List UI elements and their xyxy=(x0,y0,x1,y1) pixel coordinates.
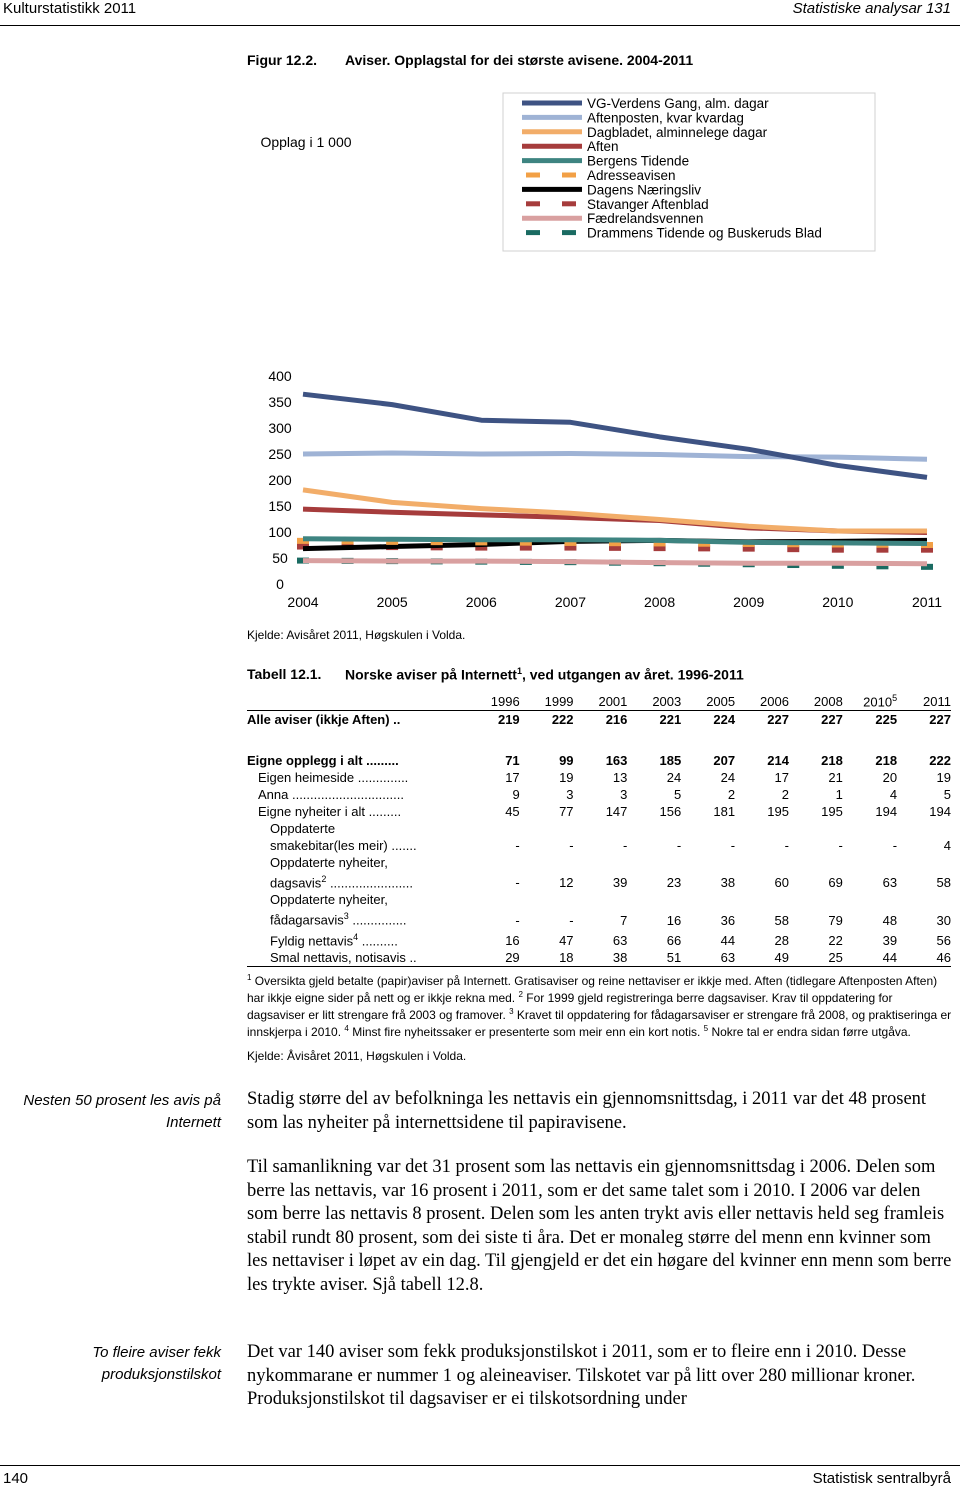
table-cell: 207 xyxy=(713,753,736,768)
table-cell: - xyxy=(623,838,628,853)
table-cell xyxy=(574,820,628,837)
table-cell: 24 xyxy=(720,770,736,785)
col-header-2005: 2005 xyxy=(681,688,735,711)
table-cell: 19 xyxy=(559,770,574,785)
table-cell: 224 xyxy=(713,712,736,727)
table-cell: - xyxy=(784,838,789,853)
table-cell: 48 xyxy=(882,912,898,928)
table-cell: 39 xyxy=(612,875,628,891)
table-cell xyxy=(789,820,843,837)
table-row xyxy=(247,837,951,854)
table-cell: 63 xyxy=(612,932,628,948)
table-cell: 60 xyxy=(774,875,789,891)
table-cell: 5 xyxy=(674,787,682,802)
row-label: Alle aviser (ikkje Aften) .. xyxy=(247,712,401,727)
table-cell xyxy=(843,854,897,871)
x-tick-label: 2004 xyxy=(287,594,319,610)
table-row xyxy=(247,949,951,967)
x-tick-label: 2008 xyxy=(643,594,676,610)
table-row xyxy=(247,908,951,928)
table-cell: 22 xyxy=(828,932,843,948)
table-cell: 39 xyxy=(882,932,898,948)
table-cell: 47 xyxy=(559,932,574,948)
table-cell: 2 xyxy=(781,787,789,802)
row-label: dagsavis$^2$ ....................... xyxy=(270,874,414,891)
table-cell: - xyxy=(676,838,682,853)
table-cell xyxy=(520,891,574,908)
table-cell: 16 xyxy=(505,932,520,948)
x-tick-label: 2011 xyxy=(911,594,943,610)
table-cell xyxy=(466,854,520,871)
table-cell: 58 xyxy=(774,912,789,928)
table-cell: 219 xyxy=(497,712,520,727)
table-cell: 156 xyxy=(659,804,682,819)
legend-label: Stavanger Aftenblad xyxy=(587,196,709,212)
table-title: Norske aviser på Internett$^1$, ved utgangen av året. 1996-2011 xyxy=(345,666,744,683)
col-header-2010: 2010$^5$ xyxy=(843,688,897,711)
margin-note-1: Nesten 50 prosent les avis på Internett xyxy=(23,1092,221,1131)
chart-legend xyxy=(503,93,875,251)
table-cell: - xyxy=(515,875,520,891)
legend-label: Drammens Tidende og Buskeruds Blad xyxy=(587,225,822,241)
x-tick-label: 2010 xyxy=(822,594,854,610)
table-cell xyxy=(735,854,789,871)
row-label: Eigne opplegg i alt ......... xyxy=(247,753,399,768)
table-cell: 56 xyxy=(936,932,951,948)
legend-label: Bergens Tidende xyxy=(587,153,690,169)
table-cell: 99 xyxy=(559,753,574,768)
row-label: Eigne nyheiter i alt ......... xyxy=(258,804,402,819)
table-row xyxy=(247,820,951,837)
table-cell: 63 xyxy=(882,875,898,891)
table-cell xyxy=(681,820,735,837)
table-cell: 38 xyxy=(720,875,736,891)
header-rule xyxy=(0,25,960,26)
table-cell: - xyxy=(515,838,520,853)
series-8-line xyxy=(303,561,927,564)
table-cell: 45 xyxy=(505,804,520,819)
col-header-2008: 2008 xyxy=(789,688,843,711)
table-cell: 227 xyxy=(929,712,951,727)
running-header-right: Statistiske analysar 131 xyxy=(792,0,951,17)
x-tick-label: 2009 xyxy=(733,594,765,610)
table-row xyxy=(247,752,951,769)
table-footnotes: $^1$ Oversikta gjeld betalte (papir)aviser på Internett. Gratisaviser og reine nettaviser er ikkje med. Aften (tidlegare Aftenposten Aften) har ikkje eigne sider på nett og er ikkje rekna med. $^2$ For 1999 gjeld registreringa berre dagsaviser. Krav til oppdatering for dagsaviser er litt strengare frå 2003 og framover. $^3$ Kravet til oppdatering for fådagarsaviser er strengare frå 2008, og praktiseringa er innskjerpa i 2010. $^4$ Minst fire nyheitssaker er presenterte som meir enn ein kort notis. $^5$ Nokre tal er endra sidan førre utgåva. xyxy=(247,973,952,1039)
table-cell xyxy=(843,820,897,837)
table-cell xyxy=(735,891,789,908)
page-number: 140 xyxy=(3,1470,29,1487)
y-axis-unit: Opplag i 1 000 xyxy=(260,134,352,150)
table-cell: 3 xyxy=(620,787,628,802)
table-cell: 216 xyxy=(605,712,628,727)
figure-source: Kjelde: Avisåret 2011, Høgskulen i Volda. xyxy=(247,628,466,642)
table-cell: - xyxy=(892,838,898,853)
x-tick-label: 2005 xyxy=(376,594,408,610)
table-cell: 221 xyxy=(659,712,682,727)
table-header-row xyxy=(247,688,951,711)
table-cell: 185 xyxy=(659,753,682,768)
data-table xyxy=(247,688,951,967)
table-cell: 21 xyxy=(828,770,843,785)
table-cell xyxy=(897,891,951,908)
row-label: fådagarsavis$^3$ ............... xyxy=(270,911,407,928)
table-cell xyxy=(466,820,520,837)
table-cell: 71 xyxy=(505,753,520,768)
series-1-line xyxy=(303,453,927,459)
legend-label: Dagbladet, alminnelege dagar xyxy=(587,124,768,140)
col-header-2011: 2011 xyxy=(897,688,951,711)
table-row xyxy=(247,929,951,949)
table-cell: 49 xyxy=(735,949,789,967)
table-row xyxy=(247,803,951,820)
body-paragraph-1: Stadig større del av befolkninga les nettavis ein gjennomsnittsdag, i 2011 var det 48 prosent som las nyheiter på internettsidene til papiravisene. xyxy=(247,1089,927,1133)
table-cell: - xyxy=(515,912,520,928)
table-cell: 63 xyxy=(681,949,735,967)
table-cell: 222 xyxy=(929,753,951,768)
row-label: Oppdaterte xyxy=(270,821,336,836)
table-cell: 218 xyxy=(875,753,898,768)
table-cell: 4 xyxy=(889,787,898,802)
table-cell: - xyxy=(569,912,574,928)
table-cell: 225 xyxy=(875,712,898,727)
table-number: Tabell 12.1. xyxy=(247,666,322,682)
table-cell: 227 xyxy=(821,712,843,727)
table-source: Kjelde: Åvisåret 2011, Høgskulen i Volda. xyxy=(247,1049,467,1063)
footer-rule xyxy=(0,1465,960,1466)
table-cell: 218 xyxy=(821,753,843,768)
plot-lines xyxy=(297,394,933,567)
figure-number: Figur 12.2. xyxy=(247,52,318,68)
table-cell: 12 xyxy=(559,875,574,891)
table-cell: 38 xyxy=(574,949,628,967)
y-tick-label: 100 xyxy=(268,524,292,540)
y-tick-label: 0 xyxy=(276,576,284,592)
table-cell: 51 xyxy=(627,949,681,967)
table-cell: 29 xyxy=(466,949,520,967)
table-row xyxy=(247,854,951,871)
y-tick-label: 50 xyxy=(272,550,288,566)
x-tick-label: 2006 xyxy=(465,594,497,610)
col-header-2006: 2006 xyxy=(735,688,789,711)
line-chart xyxy=(0,80,960,625)
row-label: Eigen heimeside .............. xyxy=(258,770,409,785)
table-cell: 194 xyxy=(875,804,898,819)
table-cell: 4 xyxy=(943,838,951,853)
table-cell: 25 xyxy=(789,949,843,967)
col-header-2003: 2003 xyxy=(627,688,681,711)
table-cell: 17 xyxy=(505,770,520,785)
table-cell: - xyxy=(730,838,736,853)
row-label: Fyldig nettavis$^4$ .......... xyxy=(270,931,398,948)
running-header-left: Kulturstatistikk 2011 xyxy=(3,0,137,17)
table-cell: 36 xyxy=(720,912,736,928)
legend-label: Aftenposten, kvar kvardag xyxy=(587,110,744,126)
table-cell: 23 xyxy=(666,875,682,891)
table-cell: - xyxy=(569,838,574,853)
table-row xyxy=(247,891,951,908)
table-cell: 24 xyxy=(666,770,682,785)
table-cell: 30 xyxy=(936,912,951,928)
legend-label: Aften xyxy=(587,139,619,155)
table-cell xyxy=(627,820,681,837)
y-tick-label: 300 xyxy=(268,420,292,436)
table-cell: 19 xyxy=(936,770,951,785)
table-cell xyxy=(897,854,951,871)
table-cell: 17 xyxy=(774,770,789,785)
table-cell: 214 xyxy=(767,753,789,768)
table-cell: 9 xyxy=(512,787,520,802)
table-cell: 18 xyxy=(520,949,574,967)
legend-label: Fædrelandsvennen xyxy=(587,211,704,227)
table-row xyxy=(247,871,951,891)
row-label: Smal nettavis, notisavis .. xyxy=(247,949,466,967)
table-cell xyxy=(681,854,735,871)
table-cell: 181 xyxy=(713,804,736,819)
table-cell: 28 xyxy=(774,932,789,948)
table-cell: 163 xyxy=(605,753,628,768)
legend-label: VG-Verdens Gang, alm. dagar xyxy=(587,96,769,111)
body-paragraph-2: Til samanlikning var det 31 prosent som las nettavis ein gjennomsnittsdag i 2006. Delen som berre las nettavis, var 16 prosent i 2011, som er det same talet som i 2010. I 2006 var delen som berre las nettavis 8 prosent. Delen som les anten trykt avis eller nettavis held seg framleis stabil rundt 80 prosent, som dei siste ti åra. Det er monaleg større del menn enn kvinner som les nettaviser i løpet av ein dag. Til gjengjeld er det ein høgare del kvinner enn menn som berre les trykte aviser. Sjå tabell 12.8. xyxy=(247,1157,952,1295)
table-cell: 195 xyxy=(767,804,789,819)
y-tick-label: 200 xyxy=(268,472,292,488)
table-cell: 44 xyxy=(843,949,897,967)
table-cell: 77 xyxy=(559,804,574,819)
table-cell: - xyxy=(838,838,843,853)
table-cell: 66 xyxy=(666,932,682,948)
series-0-line xyxy=(303,394,927,477)
table-cell xyxy=(574,891,628,908)
table-cell xyxy=(789,891,843,908)
row-label: Oppdaterte nyheiter, xyxy=(270,855,388,870)
table-cell: 227 xyxy=(767,712,789,727)
table-cell xyxy=(843,891,897,908)
table-row xyxy=(247,786,951,803)
table-cell: 13 xyxy=(612,770,628,785)
table-cell: 1 xyxy=(835,787,843,802)
table-cell: 69 xyxy=(828,875,843,891)
legend-label: Dagens Næringsliv xyxy=(587,182,702,198)
col-header-2001: 2001 xyxy=(574,688,628,711)
table-cell: 194 xyxy=(929,804,951,819)
table-cell: 2 xyxy=(727,787,736,802)
table-cell: 44 xyxy=(720,932,736,948)
table-cell: 46 xyxy=(897,949,951,967)
table-cell xyxy=(789,854,843,871)
y-tick-label: 350 xyxy=(268,394,292,410)
table-cell: 222 xyxy=(551,712,574,727)
col-header-1999: 1999 xyxy=(520,688,574,711)
table-cell xyxy=(520,854,574,871)
y-tick-label: 250 xyxy=(268,446,292,462)
x-tick-label: 2007 xyxy=(554,594,587,610)
table-cell: 58 xyxy=(936,875,951,891)
table-cell xyxy=(627,891,681,908)
margin-note-2: To fleire aviser fekk produksjonstilskot xyxy=(92,1344,221,1383)
table-row xyxy=(247,711,951,729)
row-label: smakebitar(les meir) ....... xyxy=(270,838,417,853)
table-cell: 79 xyxy=(828,912,843,928)
y-tick-label: 150 xyxy=(268,498,292,514)
table-cell: 195 xyxy=(821,804,843,819)
table-cell: 16 xyxy=(666,912,682,928)
y-tick-label: 400 xyxy=(268,368,292,384)
legend-label: Adresseavisen xyxy=(587,168,676,183)
table-row xyxy=(247,769,951,786)
table-cell xyxy=(466,891,520,908)
table-cell xyxy=(627,854,681,871)
table-cell: 7 xyxy=(620,912,628,928)
publisher-name: Statistisk sentralbyrå xyxy=(812,1470,951,1487)
table-cell xyxy=(897,820,951,837)
table-cell: 20 xyxy=(882,770,898,785)
table-cell: 3 xyxy=(566,787,574,802)
row-label: Anna ............................... xyxy=(258,787,404,802)
table-cell xyxy=(574,854,628,871)
table-cell: 147 xyxy=(605,804,628,819)
body-paragraph-3: Det var 140 aviser som fekk produksjonstilskot i 2011, som er to fleire enn i 2010. Desse nykommarane er nummer 1 og aleineaviser. Tilskotet var på litt over 280 millionar kroner. Produksjonstilskot til dagsaviser er ei tilskotsordning under xyxy=(247,1342,916,1409)
table-cell xyxy=(520,820,574,837)
row-label: Oppdaterte nyheiter, xyxy=(270,892,388,908)
figure-title: Aviser. Opplagstal for dei største avisene. 2004-2011 xyxy=(345,52,694,68)
table-cell xyxy=(735,820,789,837)
table-cell: 5 xyxy=(943,787,951,802)
col-header-1996: 1996 xyxy=(466,688,520,711)
table-cell xyxy=(681,891,735,908)
